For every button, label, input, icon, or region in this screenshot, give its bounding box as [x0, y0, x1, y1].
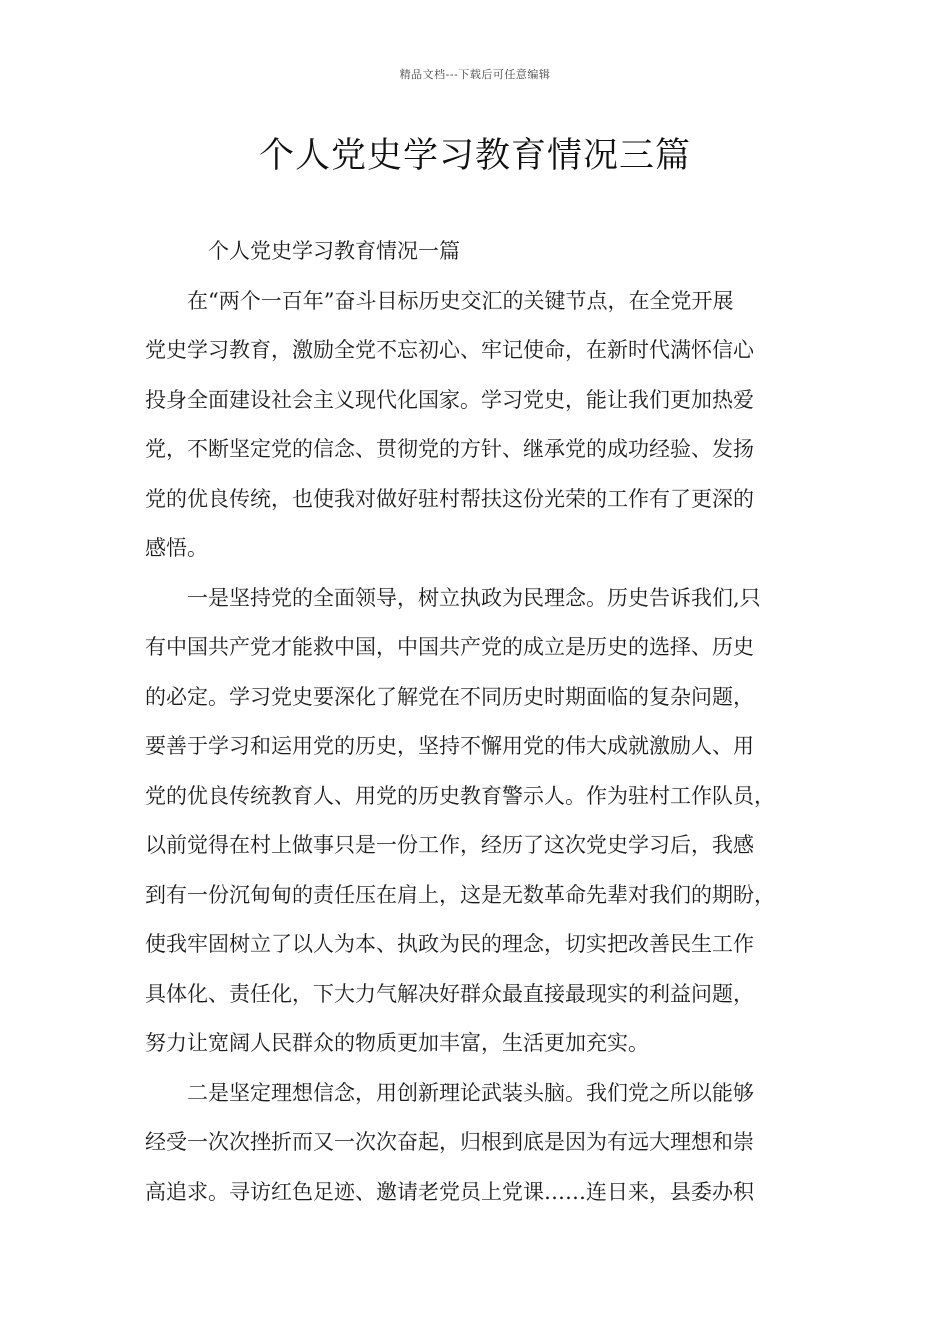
paragraph-line: 经受一次次挫折而又一次次奋起，归根到底是因为有远大理想和崇: [145, 1130, 754, 1154]
paragraph-3: [145, 1069, 820, 1218]
paragraph-line: 使我牢固树立了以人为本、执政为民的理念，切实把改善民生工作: [145, 932, 754, 956]
paragraph-line: 党，不断坚定党的信念、贯彻党的方针、继承党的成功经验、发扬: [145, 437, 754, 461]
header-note: 精品文档---下载后可任意编辑: [399, 68, 551, 81]
paragraph-line: 党的优良传统教育人、用党的历史教育警示人。作为驻村工作队员，: [145, 783, 775, 808]
document-body: [145, 227, 820, 1217]
paragraph-line: 要善于学习和运用党的历史，坚持不懈用党的伟大成就激励人、用: [145, 734, 754, 758]
paragraph-line: 有中国共产党才能救中国，中国共产党的成立是历史的选择、历史: [145, 635, 754, 659]
paragraph-line: 二是坚定理想信念，用创新理论武装头脑。我们党之所以能够: [187, 1080, 754, 1105]
paragraph-line: 党的优良传统，也使我对做好驻村帮扶这份光荣的工作有了更深的: [145, 486, 754, 511]
paragraph-line: 以前觉得在村上做事只是一份工作，经历了这次党史学习后，我感: [145, 833, 754, 857]
paragraph-line: 的必定。学习党史要深化了解党在不同历史时期面临的复杂问题，: [145, 684, 754, 709]
paragraph-2: [145, 574, 820, 1069]
paragraph-line: 投身全面建设社会主义现代化国家。学习党史，能让我们更加热爱: [145, 387, 754, 412]
paragraph-1: [145, 277, 820, 574]
paragraph-line: 到有一份沉甸甸的责任压在肩上，这是无数革命先辈对我们的期盼，: [145, 882, 775, 907]
paragraph-line: 努力让宽阔人民群众的物质更加丰富，生活更加充实。: [145, 1031, 649, 1055]
section-subtitle: 个人党史学习教育情况一篇: [208, 239, 460, 263]
paragraph-line: 感悟。: [145, 536, 208, 560]
paragraph-line: 高追求。寻访红色足迹、邀请老党员上党课……连日来，县委办积: [145, 1179, 754, 1204]
paragraph-line: 具体化、责任化，下大力气解决好群众最直接最现实的利益问题，: [145, 981, 754, 1006]
paragraph-line: 一是坚持党的全面领导，树立执政为民理念。历史告诉我们,只: [187, 585, 761, 610]
paragraph-line: 在“两个一百年”奋斗目标历史交汇的关键节点，在全党开展: [187, 288, 734, 313]
document-title: 个人党史学习教育情况三篇: [258, 136, 691, 176]
paragraph-line: 党史学习教育，激励全党不忘初心、牢记使命，在新时代满怀信心: [145, 338, 754, 362]
